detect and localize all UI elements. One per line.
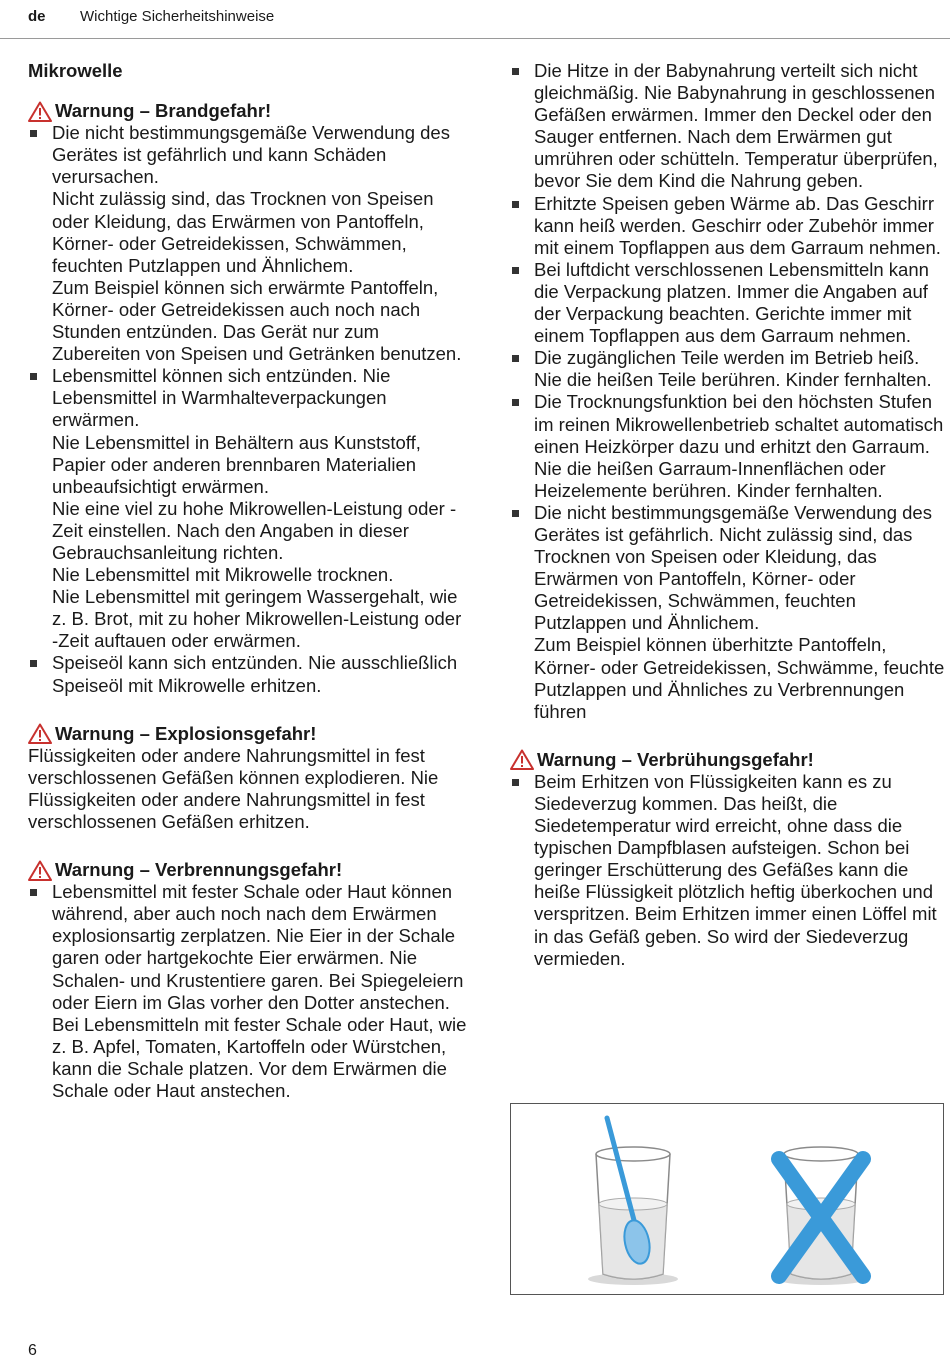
language-code: de xyxy=(28,8,46,25)
list-item xyxy=(510,259,946,347)
paragraph: Die nicht bestimmungsgemäße Verwendung des Gerätes ist gefährlich und kann Schäden verursachen. xyxy=(52,122,450,188)
list-item xyxy=(510,771,946,970)
burn-warning-heading xyxy=(28,859,468,881)
section-title: Mikrowelle xyxy=(28,60,123,81)
paragraph: Nie Lebensmittel mit Mikrowelle trocknen. xyxy=(52,564,394,586)
warning-triangle-icon xyxy=(28,860,52,881)
paragraph: Die nicht bestimmungsgemäße Verwendung des Gerätes ist gefährlich. Nicht zulässig sind, das Trocknen von Speisen oder Kleidung, das Erwärmen von Pantoffeln, Körner- oder Getreidekissen, Schwämmen, feuchten Putzlappen und Ähnlichem. xyxy=(534,501,932,634)
burn-warning-list xyxy=(28,881,468,1102)
paragraph: Lebensmittel mit fester Schale oder Haut können während, aber auch noch nach dem Erwärmen explosionsartig zerplatzen. Nie Eier in der Schale garen oder hartgekochte Eier erwärmen. Nie Schalen- und Krustentiere garen. Bei Spiegeleiern oder Eiern im Glas vorher den Dotter anstechen. Bei Lebensmitteln mit fester Schale oder Haut, wie z. B. Apfel, Tomaten, Kartoffeln oder Würstchen, kann die Schale platzen. Vor dem Erwärmen die Schale oder Haut anstechen. xyxy=(52,881,467,1102)
list-item xyxy=(510,502,946,723)
list-item xyxy=(510,60,946,193)
paragraph: Erhitzte Speisen geben Wärme ab. Das Geschirr kann heiß werden. Geschirr oder Zubehör immer mit einem Topflappen aus dem Garraum nehmen. xyxy=(534,192,941,258)
burn-warning-list-continued xyxy=(510,60,946,723)
explosion-warning-heading xyxy=(28,723,468,745)
fire-warning-title: Warnung – Brandgefahr! xyxy=(55,100,272,122)
paragraph: Nicht zulässig sind, das Trocknen von Speisen oder Kleidung, das Erwärmen von Pantoffeln, Körner- oder Getreidekissen, Schwämmen, feuchten Putzlappen und Ähnlichem. xyxy=(52,188,434,276)
fire-warning-list xyxy=(28,122,468,696)
bullet-square-icon xyxy=(512,779,519,786)
scald-warning-heading xyxy=(510,749,946,771)
paragraph: Zum Beispiel können überhitzte Pantoffeln, Körner- oder Getreidekissen, Schwämme, feuchte Putzlappen und Ähnliches zu Verbrennungen führen xyxy=(534,634,945,722)
paragraph: Die Trocknungsfunktion bei den höchsten Stufen im reinen Mikrowellenbetrieb schaltet automatisch einen Heizkörper dazu und erhitzt den Garraum. Nie die heißen Garraum-Innenflächen oder Heizelemente berühren. Kinder fernhalten. xyxy=(534,391,944,501)
list-item xyxy=(510,347,946,391)
bullet-square-icon xyxy=(512,267,519,274)
bullet-square-icon xyxy=(30,660,37,667)
bullet-square-icon xyxy=(512,399,519,406)
bullet-square-icon xyxy=(512,68,519,75)
left-column xyxy=(28,60,468,1102)
bullet-square-icon xyxy=(512,355,519,362)
paragraph: Die zugänglichen Teile werden im Betrieb heiß. Nie die heißen Teile berühren. Kinder fernhalten. xyxy=(534,347,932,391)
bullet-square-icon xyxy=(512,201,519,208)
explosion-warning-title: Warnung – Explosionsgefahr! xyxy=(55,722,317,744)
fire-warning-heading xyxy=(28,100,468,122)
page-header xyxy=(28,8,274,25)
scald-warning-list xyxy=(510,771,946,970)
spoon-in-glass-illustration xyxy=(510,1103,944,1295)
explosion-warning-body xyxy=(28,745,468,833)
list-item xyxy=(510,193,946,259)
list-item xyxy=(28,881,468,1102)
list-item xyxy=(28,122,468,365)
bullet-square-icon xyxy=(30,889,37,896)
warning-triangle-icon xyxy=(28,723,52,744)
header-divider xyxy=(0,38,950,39)
scald-warning-title: Warnung – Verbrühungsgefahr! xyxy=(537,748,814,770)
page-number: 6 xyxy=(28,1342,37,1359)
warning-triangle-icon xyxy=(510,749,534,770)
header-section-title: Wichtige Sicherheitshinweise xyxy=(80,8,275,25)
bullet-square-icon xyxy=(30,130,37,137)
list-item xyxy=(28,652,468,696)
paragraph: Bei luftdicht verschlossenen Lebensmitteln kann die Verpackung platzen. Immer die Angaben auf der Verpackung beachten. Gerichte immer mit einem Topflappen aus dem Garraum nehmen. xyxy=(534,258,929,347)
bullet-square-icon xyxy=(30,373,37,380)
paragraph: Zum Beispiel können sich erwärmte Pantoffeln, Körner- oder Getreidekissen auch noch nach Stunden entzünden. Das Gerät nur zum Zubereiten von Speisen und Getränken benutzen. xyxy=(52,276,462,365)
paragraph: Nie eine viel zu hohe Mikrowellen-Leistung oder -Zeit einstellen. Nach den Angaben in dieser Gebrauchsanleitung richten. xyxy=(52,497,457,563)
paragraph: Speiseöl kann sich entzünden. Nie ausschließlich Speiseöl mit Mikrowelle erhitzen. xyxy=(52,652,458,696)
paragraph: Nie Lebensmittel in Behältern aus Kunststoff, Papier oder anderen brennbaren Materialien unbeaufsichtigt erwärmen. xyxy=(52,431,421,497)
warning-triangle-icon xyxy=(28,101,52,122)
bullet-square-icon xyxy=(512,510,519,517)
paragraph: Flüssigkeiten oder andere Nahrungsmittel in fest verschlossenen Gefäßen können explodieren. Nie Flüssigkeiten oder andere Nahrungsmittel in fest verschlossenen Gefäßen erhitzen. xyxy=(28,744,439,832)
paragraph: Lebensmittel können sich entzünden. Nie Lebensmittel in Warmhalteverpackungen erwärmen. xyxy=(52,365,391,431)
paragraph: Beim Erhitzen von Flüssigkeiten kann es zu Siedeverzug kommen. Das heißt, die Siedetemperatur wird erreicht, ohne dass die typischen Dampfblasen aufsteigen. Schon bei geringer Erschütterung des Gefäßes kann die heiße Flüssigkeit plötzlich heftig überkochen und verspritzen. Beim Erhitzen immer einen Löffel mit in das Gefäß geben. So wird der Siedeverzug vermieden. xyxy=(534,770,937,969)
list-item xyxy=(510,391,946,501)
paragraph: Die Hitze in der Babynahrung verteilt sich nicht gleichmäßig. Nie Babynahrung in geschlossenen Gefäßen erwärmen. Immer den Deckel oder den Sauger entfernen. Nach dem Erwärmen gut umrühren oder schütteln. Temperatur überprüfen, bevor Sie dem Kind die Nahrung geben. xyxy=(534,60,938,192)
paragraph: Nie Lebensmittel mit geringem Wassergehalt, wie z. B. Brot, mit zu hoher Mikrowellen-Leistung oder -Zeit auftauen oder erwärmen. xyxy=(52,586,462,652)
illustration-svg xyxy=(511,1104,943,1294)
right-column xyxy=(510,60,946,970)
list-item xyxy=(28,365,468,652)
glass-with-spoon-icon xyxy=(588,1118,678,1285)
burn-warning-title: Warnung – Verbrennungsgefahr! xyxy=(55,859,343,881)
